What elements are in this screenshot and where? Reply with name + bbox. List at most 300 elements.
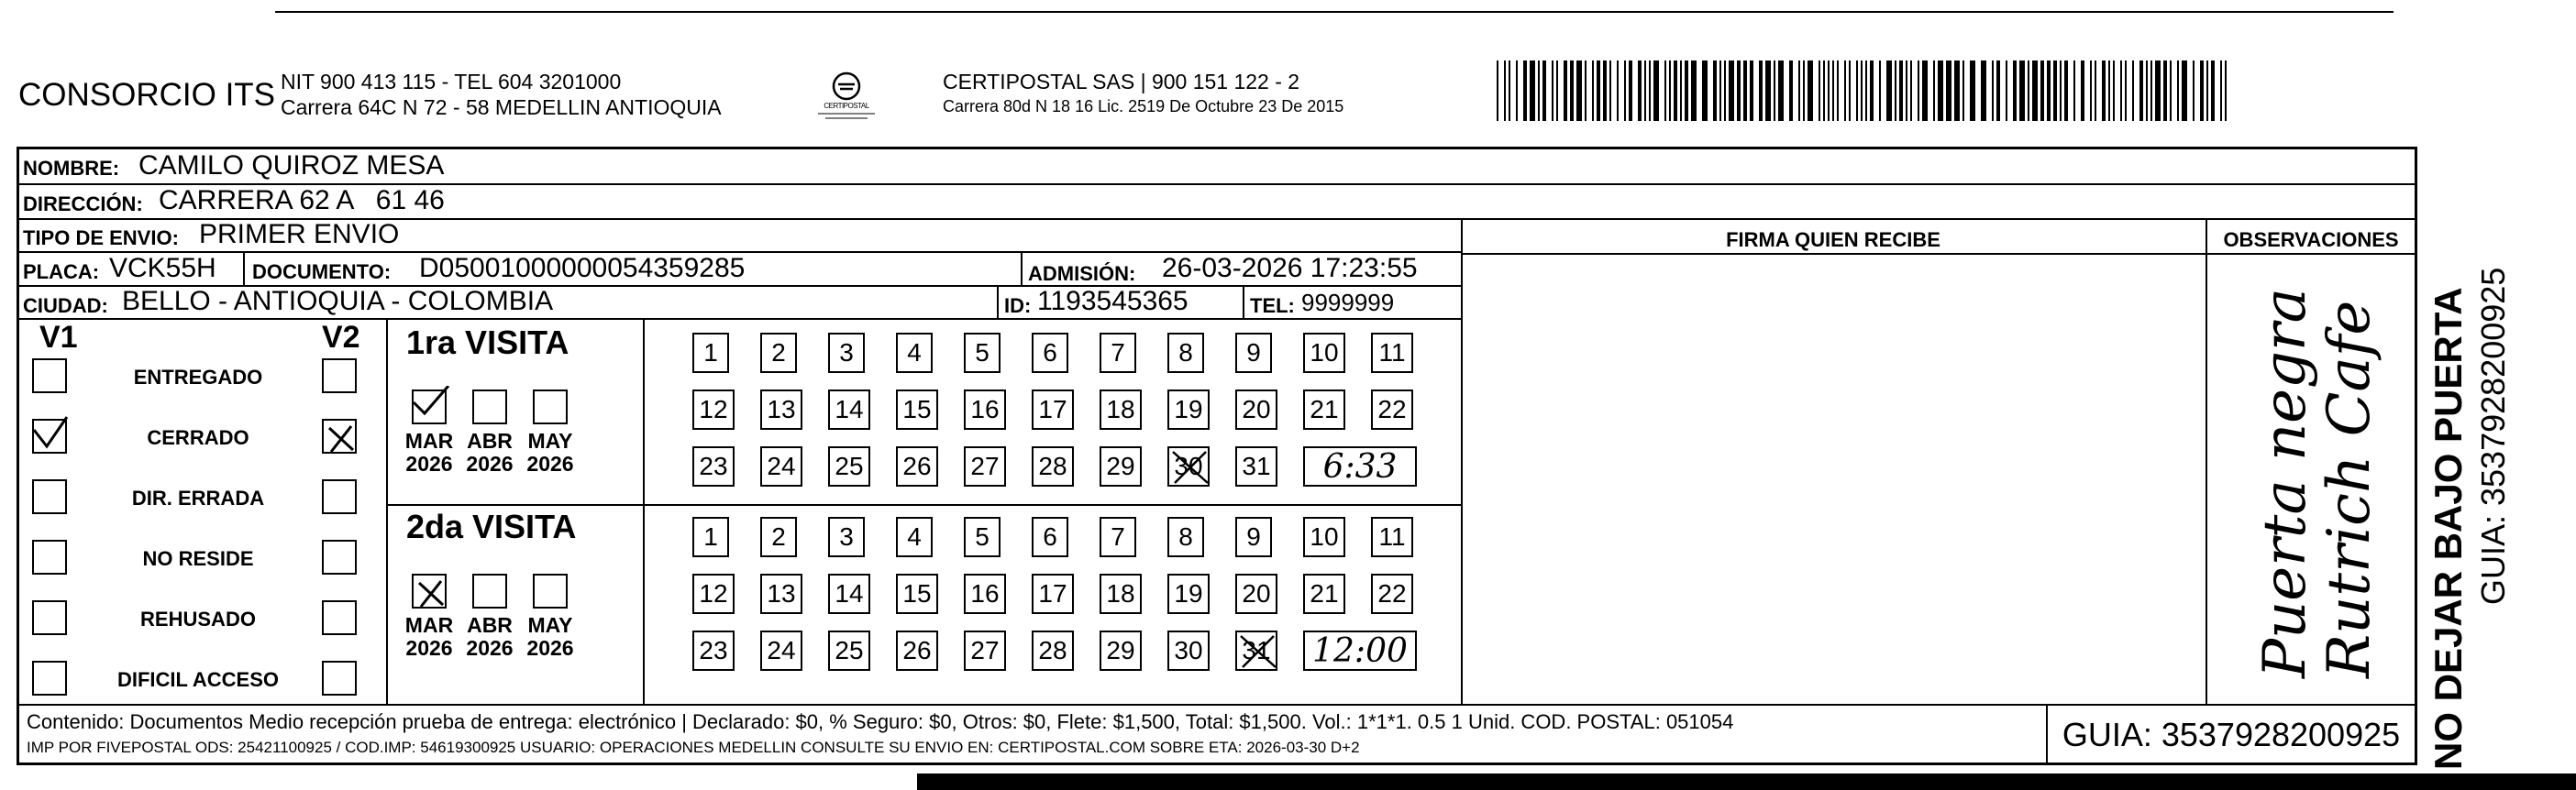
barcode-bar [1638,60,1642,121]
v2-label: V2 [322,320,360,355]
admision-label: ADMISIÓN: [1028,262,1136,285]
status-label: REHUSADO [140,608,256,631]
day-number: 10 [1310,522,1339,551]
barcode-bar [1597,60,1600,121]
status-v1-checkbox[interactable] [32,600,67,635]
day-number: 16 [970,579,1000,608]
day-box[interactable] [964,574,1006,614]
day-number: 1 [703,522,718,551]
day-box[interactable] [1167,390,1210,430]
day-number: 29 [1106,452,1135,480]
row-ciudad [19,287,1461,320]
barcode-bar [2090,60,2092,121]
day-box[interactable] [1100,631,1142,671]
delivery-form [17,147,2417,765]
day-box[interactable] [1167,517,1204,557]
day-number: 18 [1106,579,1135,608]
barcode-bar [1592,60,1594,121]
barcode-bar [2060,60,2062,121]
status-v2-checkbox[interactable] [322,479,357,514]
day-box[interactable] [692,446,735,487]
footer-guia: GUIA: 3537928200925 [2062,716,2401,753]
barcode-bar [1996,60,2000,121]
status-v2-checkbox[interactable] [322,540,357,575]
day-box[interactable] [1032,333,1068,373]
day-box[interactable] [760,631,802,671]
barcode-bar [2220,60,2222,121]
tipo-value: PRIMER ENVIO [199,219,400,249]
day-number: 28 [1038,452,1067,480]
barcode-bar [1719,60,1721,121]
side-warning: NO DEJAR BAJO PUERTA [2427,287,2470,770]
day-number: 15 [902,579,932,608]
day-box[interactable] [964,333,1001,373]
day-box[interactable] [828,574,870,614]
day-number: 12 [699,579,728,608]
barcode-bar [1585,60,1587,121]
top-rule [275,11,2394,13]
tel-label: TEL: [1250,294,1295,317]
day-box[interactable] [760,333,797,373]
day-number: 10 [1310,338,1339,367]
day-number: 19 [1174,395,1203,423]
day-box[interactable] [828,446,870,487]
day-box[interactable] [1032,446,1074,487]
day-number: 9 [1246,522,1261,551]
company-name: CONSORCIO ITS [18,77,276,113]
day-box[interactable] [1100,333,1136,373]
day-number: 25 [835,636,864,664]
tel-value: 9999999 [1301,289,1395,316]
barcode-bar [1938,60,1943,121]
barcode-bar [2081,60,2084,121]
barcode-bar [1617,60,1619,121]
day-number: 28 [1038,636,1067,664]
barcode-bar [2032,60,2038,121]
day-number: 5 [975,522,989,551]
day-number: 2 [771,338,786,367]
day-box[interactable] [828,631,870,671]
barcode-bar [1649,60,1651,121]
visit-title: 1ra VISITA [406,324,569,361]
status-label: DIR. ERRADA [131,487,265,510]
barcode-bar [2193,60,2195,121]
barcode-bar [1970,60,1975,121]
barcode-bar [1778,60,1784,121]
barcode-bar [1603,60,1607,121]
barcode-bar [1564,60,1567,121]
day-number: 21 [1310,395,1339,423]
barcode-bar [2040,60,2044,121]
row-placa [19,253,1461,287]
barcode-bar [1729,60,1734,121]
barcode-bar [2177,60,2179,121]
barcode-bar [2053,60,2057,121]
month-label [459,614,520,660]
barcode-bar [1576,60,1582,121]
barcode-bar [2028,60,2029,121]
month-checkbox[interactable] [412,574,447,609]
day-number: 23 [699,452,728,480]
day-box[interactable] [828,390,870,430]
month-year: 2026 [526,636,574,660]
month-name: MAR [404,613,454,637]
day-box[interactable] [828,517,865,557]
day-box[interactable] [1303,390,1345,430]
day-number: 30 [1174,636,1203,664]
day-box[interactable] [1303,574,1345,614]
status-label: DIFICIL ACCESO [116,668,279,691]
barcode-bar [1691,60,1697,121]
barcode-bar [1808,60,1813,121]
day-number: 22 [1377,579,1407,608]
day-number: 2 [771,522,786,551]
barcode-bar [1832,60,1834,121]
observation-line-1: Puerta negra [2251,288,2319,678]
day-number: 9 [1246,338,1261,367]
barcode-bar [1750,60,1753,121]
day-box[interactable] [1100,446,1142,487]
barcode-bar [1609,60,1611,121]
barcode-bar [2163,60,2167,121]
visits-area [386,320,1461,706]
day-box[interactable] [1235,517,1272,557]
day-box[interactable] [1235,390,1277,430]
row-direccion [19,185,2415,220]
barcode-bar [1644,60,1646,121]
day-number: 29 [1106,636,1135,664]
day-box[interactable] [1167,446,1210,487]
day-number: 11 [1378,338,1406,367]
day-box[interactable] [1371,333,1413,373]
barcode-bar [1556,60,1558,121]
status-v2-checkbox[interactable] [322,600,357,635]
barcode-bar [1552,60,1553,121]
day-number: 18 [1106,395,1135,423]
day-box[interactable] [1167,574,1210,614]
day-number: 14 [835,579,864,608]
documento-label: DOCUMENTO: [252,260,392,283]
day-box[interactable] [964,631,1006,671]
day-number: 14 [835,395,864,423]
barcode-bar [1992,60,1994,121]
barcode-bar [2139,60,2143,121]
day-box[interactable] [760,517,797,557]
day-box[interactable] [964,517,1001,557]
barcode-bar [1933,60,1935,121]
month-name: MAR [404,429,454,453]
day-number: 21 [1310,579,1339,608]
day-box[interactable] [760,390,802,430]
day-number: 19 [1174,579,1203,608]
barcode-bar [1856,60,1858,121]
barcode [1497,60,2230,121]
barcode-bar [2006,60,2007,121]
month-label [459,430,520,476]
day-box[interactable] [692,390,735,430]
day-number: 20 [1242,579,1271,608]
day-number: 3 [839,522,854,551]
day-box[interactable] [1235,631,1277,671]
day-number: 26 [902,636,932,664]
month-checkbox[interactable] [533,390,568,424]
barcode-bar [2200,60,2204,121]
status-v1-checkbox[interactable] [32,419,67,454]
barcode-bar [1523,60,1527,121]
placa-label: PLACA: [23,260,100,283]
nombre-value: CAMILO QUIROZ MESA [138,150,445,181]
month-year: 2026 [466,636,514,660]
status-v1-checkbox[interactable] [32,540,67,575]
day-box[interactable] [1303,517,1345,557]
barcode-bar [1509,60,1510,121]
nombre-label: NOMBRE: [23,157,120,180]
barcode-bar [1899,60,1903,121]
day-box[interactable] [964,390,1006,430]
barcode-bar [1774,60,1775,121]
day-number: 4 [907,522,922,551]
barcode-bar [1538,60,1540,121]
barcode-bar [2113,60,2115,121]
barcode-bar [1653,60,1659,121]
day-number: 13 [767,579,796,608]
day-box[interactable] [1303,333,1345,373]
barcode-bar [1624,60,1626,121]
status-v1-checkbox[interactable] [32,479,67,514]
day-number: 11 [1378,522,1406,551]
direccion-value: CARRERA 62 A 61 46 [159,185,445,215]
barcode-bar [1844,60,1846,121]
day-box[interactable] [896,333,933,373]
month-checkbox[interactable] [472,574,507,609]
month-year: 2026 [405,636,453,660]
month-year: 2026 [526,452,574,476]
barcode-bar [2073,60,2075,121]
day-box[interactable] [896,631,938,671]
month-checkbox[interactable] [412,390,447,424]
day-box[interactable] [1167,631,1210,671]
day-box[interactable] [1167,333,1204,373]
day-box[interactable] [760,574,802,614]
barcode-bar [1504,60,1506,121]
status-label: NO RESIDE [142,547,254,570]
ciudad-label: CIUDAD: [23,294,108,317]
day-number: 17 [1038,579,1067,608]
barcode-bar [1870,60,1874,121]
barcode-bar [1962,60,1964,121]
day-box[interactable] [1032,517,1068,557]
time-box[interactable] [1303,631,1417,671]
day-number: 20 [1242,395,1271,423]
status-label: CERRADO [147,426,249,449]
month-checkbox[interactable] [472,390,507,424]
barcode-bar [1724,60,1726,121]
bottom-edge [917,774,2576,790]
barcode-bar [2120,60,2122,121]
row-nombre [19,149,2415,185]
barcode-bar [1849,60,1851,121]
row-tipo [19,220,1461,253]
observation-line-2: Rutrich Cafe [2316,300,2383,678]
placa-value: VCK55H [109,253,216,283]
barcode-bar [2013,60,2017,121]
visit-title: 2da VISITA [406,508,577,545]
day-box[interactable] [1100,517,1136,557]
side-guia: GUIA: 3537928200925 [2474,267,2512,605]
day-box[interactable] [896,517,933,557]
day-box[interactable] [896,390,938,430]
day-box[interactable] [1100,574,1142,614]
certipostal-logo [805,68,888,123]
logo-text: CERTIPOSTAL [824,102,869,110]
barcode-bar [2155,60,2161,121]
barcode-bar [1879,60,1881,121]
barcode-bar [1530,60,1535,121]
day-box[interactable] [760,446,802,487]
barcode-bar [1765,60,1771,121]
id-label: ID: [1004,294,1032,317]
id-value: 1193545365 [1037,286,1188,316]
status-label: ENTREGADO [133,366,263,389]
barcode-bar [1803,60,1805,121]
barcode-bar [1922,60,1928,121]
barcode-bar [2146,60,2148,121]
barcode-bar [1886,60,1892,121]
barcode-bar [1759,60,1763,121]
day-number: 31 [1242,636,1271,664]
barcode-bar [1865,60,1867,121]
status-v2-checkbox[interactable] [322,661,357,696]
company-nit: NIT 900 413 115 - TEL 604 3201000 [281,70,622,93]
month-name: MAY [527,613,573,637]
status-v1-checkbox[interactable] [32,661,67,696]
day-box[interactable] [1032,631,1074,671]
day-box[interactable] [896,574,938,614]
barcode-bar [1823,60,1825,121]
barcode-bar [1743,60,1747,121]
barcode-bar [2102,60,2106,121]
barcode-bar [1828,60,1830,121]
carrier-address: Carrera 80d N 18 16 Lic. 2519 De Octubre 23 De 2015 [943,97,1344,115]
month-label [520,614,580,660]
day-number: 24 [767,636,796,664]
firma-header: FIRMA QUIEN RECIBE [1726,228,1940,251]
day-number: 22 [1377,395,1407,423]
barcode-bar [1664,60,1666,121]
barcode-bar [1674,60,1677,121]
day-number: 7 [1111,338,1125,367]
day-box[interactable] [828,333,865,373]
barcode-bar [1954,60,1960,121]
barcode-bar [1629,60,1632,121]
month-label [399,430,459,476]
barcode-bar [2064,60,2068,121]
barcode-bar [1861,60,1863,121]
day-number: 8 [1178,338,1193,367]
day-number: 23 [699,636,728,664]
day-box[interactable] [1235,446,1277,487]
day-box[interactable] [1032,574,1074,614]
barcode-bar [1798,60,1800,121]
day-number: 6 [1043,338,1057,367]
barcode-bar [1516,60,1518,121]
day-box[interactable] [692,631,735,671]
day-number: 31 [1242,452,1271,480]
barcode-bar [1713,60,1717,121]
day-number: 3 [839,338,854,367]
barcode-bar [1680,60,1682,121]
month-label [520,430,580,476]
day-number: 15 [902,395,932,423]
day-box[interactable] [896,446,938,487]
day-box[interactable] [692,574,735,614]
barcode-bar [1789,60,1793,121]
day-box[interactable] [1371,574,1413,614]
barcode-bar [1837,60,1839,121]
tipo-label: TIPO DE ENVIO: [23,226,179,249]
barcode-bar [1497,60,1498,121]
status-v2-checkbox[interactable] [322,358,357,393]
day-number: 12 [699,395,728,423]
month-name: ABR [467,429,513,453]
day-number: 30 [1174,452,1203,480]
observaciones-header: OBSERVACIONES [2223,228,2399,251]
barcode-bar [2170,60,2172,121]
visit-time: 6:33 [1322,447,1398,486]
barcode-bar [1946,60,1951,121]
day-box[interactable] [1235,333,1272,373]
month-year: 2026 [466,452,514,476]
barcode-bar [1906,60,1907,121]
day-box[interactable] [692,517,729,557]
documento-value: D05001000000054359285 [419,253,746,283]
status-v1-checkbox[interactable] [32,358,67,393]
day-box[interactable] [1371,517,1413,557]
day-number: 25 [835,452,864,480]
day-box[interactable] [1371,390,1413,430]
day-box[interactable] [1235,574,1277,614]
day-number: 8 [1178,522,1193,551]
admision-value: 26-03-2026 17:23:55 [1162,253,1418,283]
month-label [399,614,459,660]
month-name: ABR [467,613,513,637]
day-box[interactable] [1032,390,1074,430]
day-box[interactable] [964,446,1006,487]
day-number: 5 [975,338,989,367]
barcode-bar [1542,60,1546,121]
barcode-bar [1918,60,1919,121]
day-number: 27 [970,452,1000,480]
day-number: 4 [907,338,922,367]
time-box[interactable] [1303,446,1417,487]
day-number: 26 [902,452,932,480]
barcode-bar [2132,60,2134,121]
day-number: 7 [1111,522,1125,551]
status-v2-checkbox[interactable] [322,419,357,454]
ciudad-value: BELLO - ANTIOQUIA - COLOMBIA [122,286,554,316]
barcode-bar [1819,60,1820,121]
barcode-bar [2108,60,2110,121]
day-number: 16 [970,395,1000,423]
barcode-bar [1685,60,1688,121]
day-box[interactable] [1100,390,1142,430]
status-area [19,320,386,706]
barcode-bar [2206,60,2208,121]
day-box[interactable] [692,333,729,373]
company-address: Carrera 64C N 72 - 58 MEDELLIN ANTIOQUIA [281,95,722,119]
month-checkbox[interactable] [533,574,568,609]
day-number: 1 [703,338,718,367]
